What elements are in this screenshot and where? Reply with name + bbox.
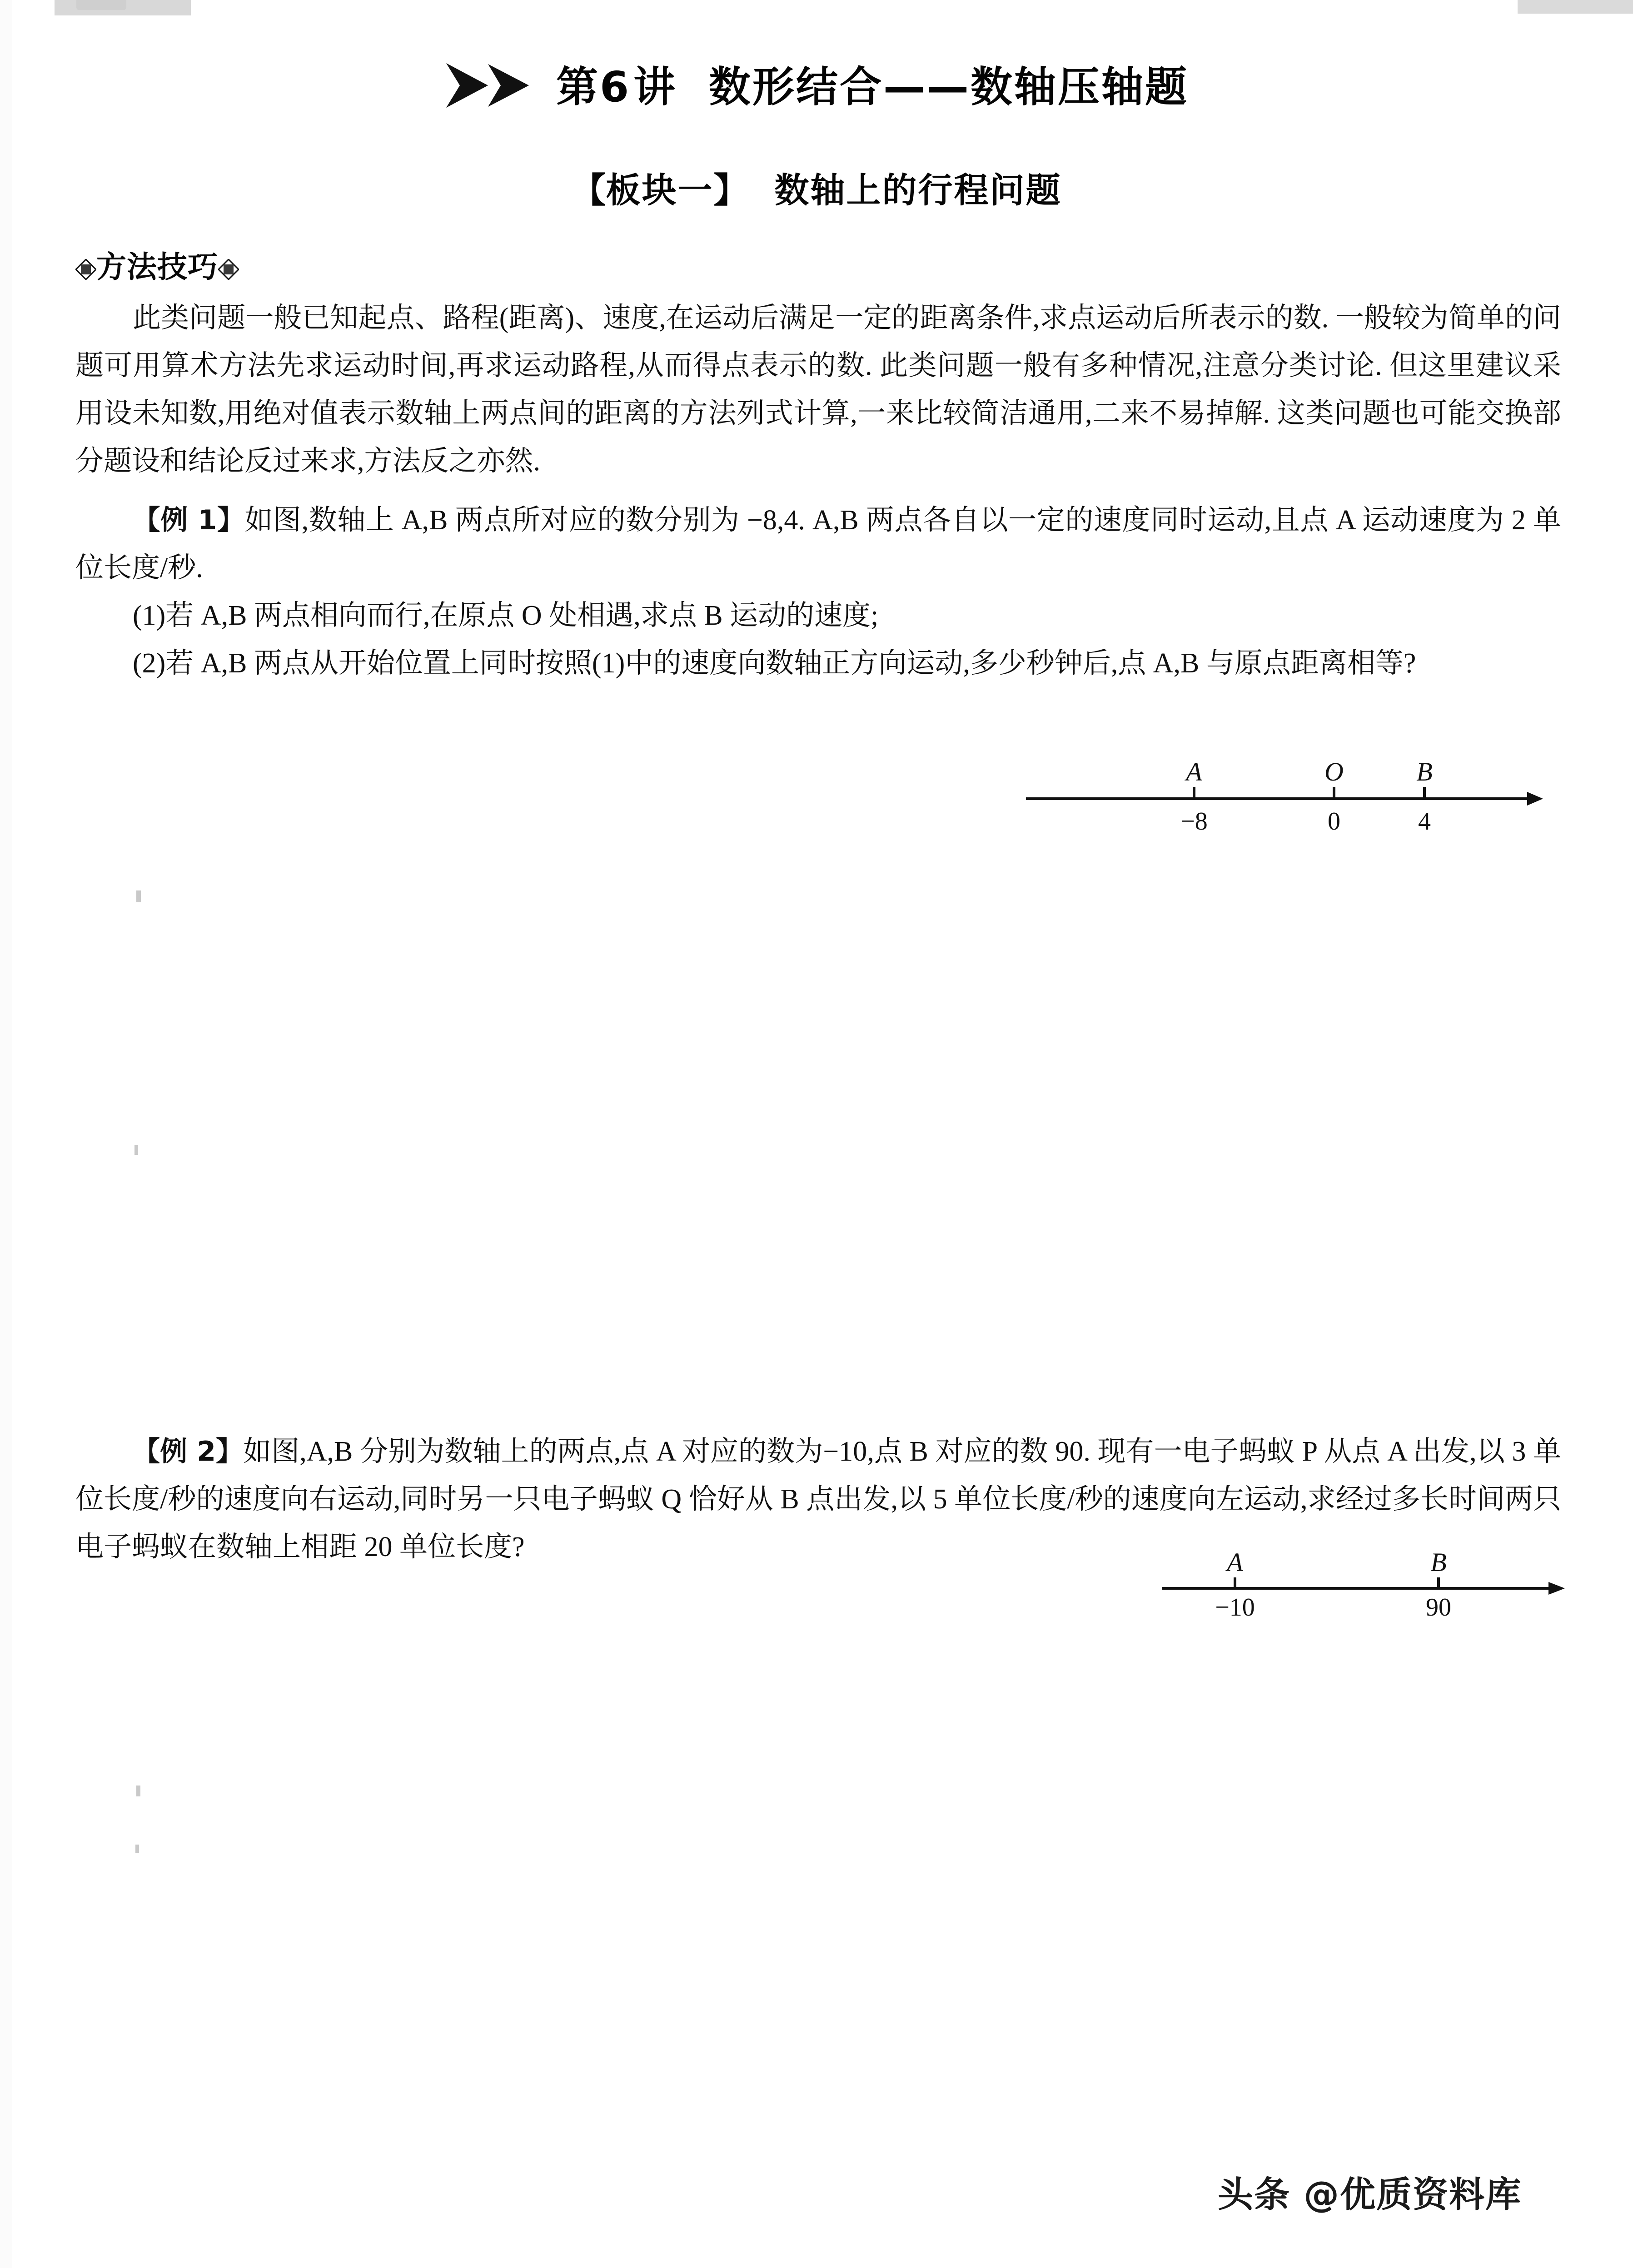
method-paragraph (75, 294, 1561, 485)
fig2-point-value-0: −10 (1215, 1593, 1255, 1617)
page-title-text (556, 54, 1189, 114)
method-tips-label: 方法技巧 (96, 249, 218, 284)
example1-question-2 (75, 640, 1561, 687)
number-line-figure-example1 (1021, 745, 1544, 831)
watermark (1218, 2166, 1522, 2217)
fig1-point-label-2: B (1416, 757, 1433, 786)
fig2-point-label-1: B (1430, 1547, 1447, 1577)
subtitle-main-text: 数轴上的行程问题 (774, 170, 1062, 210)
fig2-point-label-0: A (1227, 1547, 1243, 1577)
watermark-text: 头条 @优质资料库 (1218, 2174, 1522, 2215)
section-subtitle (0, 163, 1633, 212)
diamond-ornament-icon (218, 259, 239, 280)
title-main-text: 数形结合——数轴压轴题 (709, 63, 1189, 111)
fig1-point-value-0: −8 (1180, 807, 1208, 831)
subtitle-block-label: 板块一 (606, 170, 714, 210)
example1-label: 【例 1】 (133, 504, 245, 536)
fig1-point-value-1: 0 (1328, 807, 1340, 831)
page-title (0, 54, 1633, 114)
diamond-ornament-icon (75, 259, 96, 280)
example1-stem (75, 497, 1561, 592)
fig1-point-label-0: A (1186, 757, 1202, 786)
subtitle-bracket-open: 【 (571, 170, 606, 210)
title-lecture-number: 6 (599, 63, 633, 111)
example2-label: 【例 2】 (133, 1436, 244, 1467)
example2-stem-text: 如图,A,B 分别为数轴上的两点,点 A 对应的数为−10,点 B 对应的数 90. 现有一电子蚂蚁 P 从点 A 出发,以 3 单位长度/秒的速度向右运动,同时另一只电子蚂蚁 Q 恰好从 B 点出发,以 5 单位长度/秒的速度向左运动,求经过多长时间两只电子蚂蚁在数轴上相距 20 单位长度? (75, 1436, 1561, 1562)
number-line-figure-example2 (1158, 1545, 1567, 1617)
title-suffix: 讲 (633, 63, 677, 111)
example1-question-2-text: (2)若 A,B 两点从开始位置上同时按照(1)中的速度向数轴正方向运动,多少秒钟后,点 A,B 与原点距离相等? (133, 648, 1416, 679)
example1-question-1 (75, 592, 1561, 640)
double-chevron-right-icon (444, 60, 535, 112)
example1-question-1-text: (1)若 A,B 两点相向而行,在原点 O 处相遇,求点 B 运动的速度; (133, 600, 879, 631)
title-prefix: 第 (556, 63, 600, 111)
subtitle-bracket-close: 】 (713, 170, 748, 210)
example1-stem-text: 如图,数轴上 A,B 两点所对应的数分别为 −8,4. A,B 两点各自以一定的速度同时运动,且点 A 运动速度为 2 单位长度/秒. (75, 505, 1561, 583)
fig1-point-label-1: O (1324, 757, 1344, 786)
method-paragraph-text: 此类问题一般已知起点、路程(距离)、速度,在运动后满足一定的距离条件,求点运动后所表示的数. 一般较为简单的问题可用算术方法先求运动时间,再求运动路程,从而得点表示的数. 此类问题一般有多种情况,注意分类讨论. 但这里建议采用设未知数,用绝对值表示数轴上两点间的距离的方法列式计算,一来比较简洁通用,二来不易掉解. 这类问题也可能交换部分题设和结论反过来求,方法反之亦然. (75, 303, 1561, 477)
section-subtitle-text (572, 170, 1062, 210)
fig1-point-value-2: 4 (1418, 807, 1431, 831)
fig2-point-value-1: 90 (1426, 1593, 1451, 1617)
method-tips-heading (75, 243, 239, 286)
